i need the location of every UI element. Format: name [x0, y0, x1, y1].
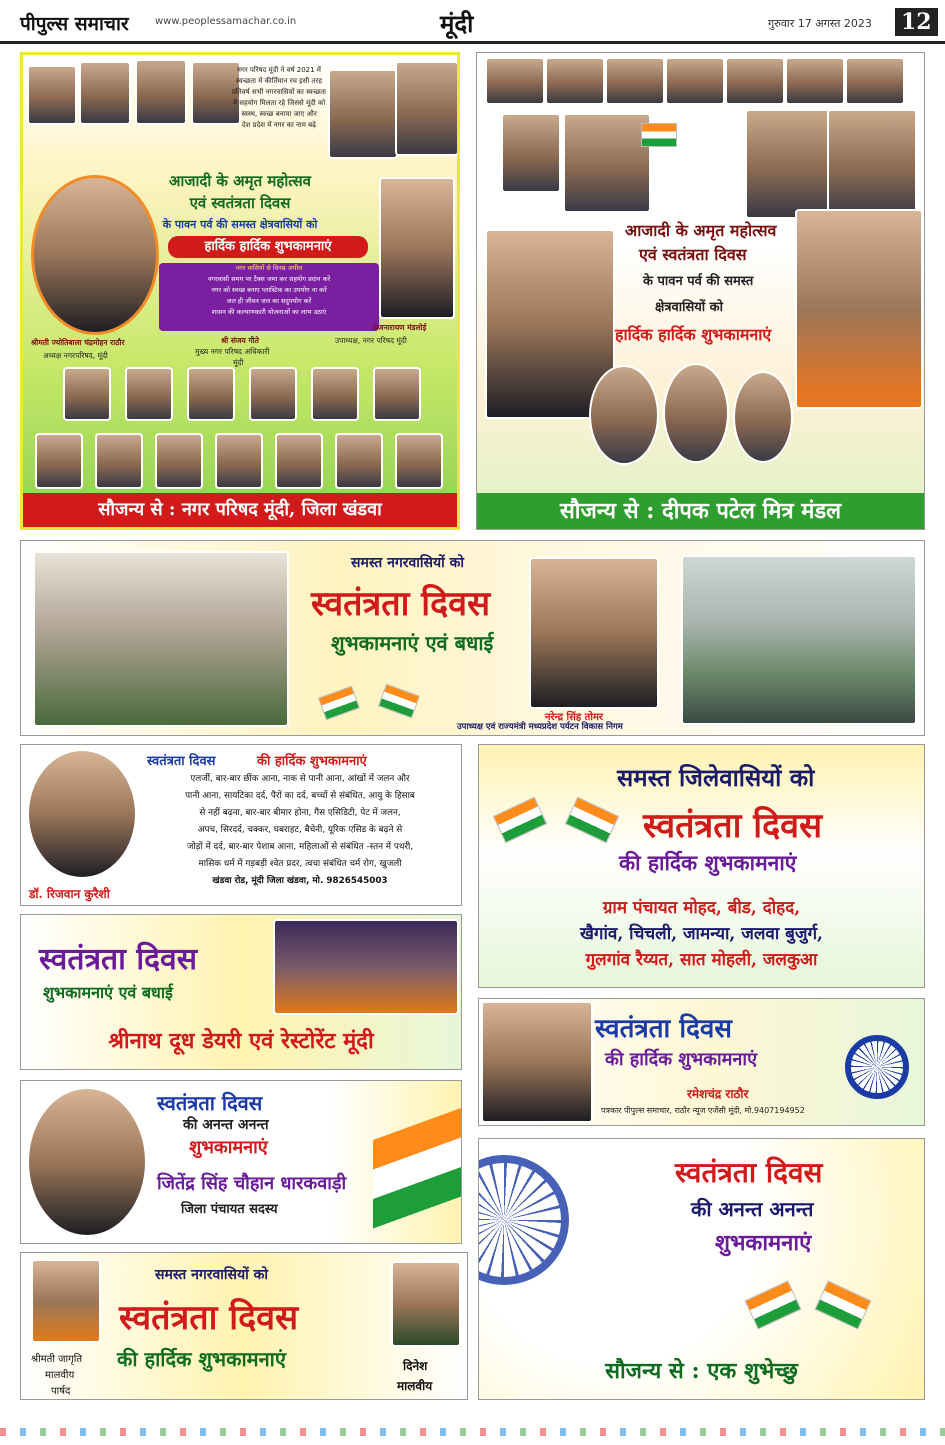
ad-dr-rizwan: [20, 744, 462, 906]
ad2-title-2: एवं स्वतंत्रता दिवस: [639, 245, 747, 264]
ad-jitendra-chouhan: [20, 1080, 462, 1244]
ad-ramesh-rathore: [478, 998, 925, 1126]
flag-icon: [744, 1280, 801, 1329]
leader-photo: [501, 113, 561, 193]
jitendra-name: जितेंद्र सिंह चौहान धारकवाड़ी: [157, 1173, 347, 1194]
page-number: 12: [895, 8, 938, 36]
leader-photo: [395, 61, 459, 156]
councillor-photo: [215, 433, 263, 489]
villages-block: [479, 895, 924, 973]
ad-malviya: [20, 1252, 468, 1400]
ad-shrinath-dairy: [20, 914, 462, 1070]
councillor-photo: [155, 433, 203, 489]
doctor-address: खंडवा रोड, मूंदी जिला खंडवा, मो. 9826545003: [212, 876, 388, 886]
ad5-line-3: की हार्दिक शुभकामनाएं: [619, 850, 797, 875]
councillor-photo: [187, 367, 235, 421]
intro-line: स्वस्थ, स्वच्छ बनाया जाए और: [241, 110, 317, 118]
ad1-title-1: आजादी के अमृत महोत्सव: [169, 172, 311, 190]
ad-ek-shubhechhu: [478, 1138, 925, 1400]
ad4-heading-a: स्वतंत्रता दिवस: [147, 754, 216, 769]
ad4-heading-b: की हार्दिक शुभकामनाएं: [257, 754, 367, 769]
appeal-line: शासन की कल्याणकारी योजनाओं का लाभ उठाएं: [211, 308, 327, 316]
leader-photo: [563, 113, 651, 213]
ad5-line-2: स्वतंत्रता दिवस: [643, 806, 823, 846]
ad-narendra-tomar: [20, 540, 925, 736]
doctor-name: डॉ. रिजवान कुरैशी: [29, 887, 110, 901]
tomar-name: नरेन्द्र सिंह तोमर: [545, 712, 604, 723]
ad9-footer: सौजन्य से : एक शुभेच्छु: [605, 1358, 798, 1384]
ad3-line-3: शुभकामनाएं एवं बधाई: [331, 631, 494, 655]
ad6-line-2: शुभकामनाएं एवं बधाई: [43, 983, 173, 1002]
appeal-text-block: [159, 263, 379, 331]
intro-line: में सहयोग मिलता रहे जिससे मूंदी को: [232, 99, 326, 107]
councillor-photo: [35, 433, 83, 489]
councillor-photo: [249, 367, 297, 421]
president-role: अध्यक्ष नगरपरिषद, मूंदी: [43, 351, 108, 360]
intro-line: स्वच्छता में कीर्तिमान रच इसी तरह: [236, 77, 322, 85]
ad8-line-2: की अनन्त अनन्त: [183, 1117, 269, 1133]
ad9-line-1: स्वतंत्रता दिवस: [675, 1156, 823, 1189]
ad9-line-2: की अनन्त अनन्त: [691, 1197, 814, 1221]
jagriti-name-b: मालवीय: [45, 1370, 75, 1381]
intro-line: देश प्रदेश में नगर का नाम बढ़े: [241, 121, 317, 129]
registration-marks: [0, 1428, 945, 1436]
ramesh-name: रमेशचंद्र राठौर: [687, 1087, 749, 1101]
vice-president-role: उपाध्यक्ष, नगर परिषद मूंदी: [335, 336, 407, 345]
village-line: खैगांव, चिचली, जामन्या, जलवा बुजुर्ग,: [580, 924, 823, 944]
flag-icon: [378, 684, 420, 719]
leader-photo: [485, 57, 545, 105]
jagriti-name-a: श्रीमती जागृति: [31, 1354, 83, 1365]
ad1-title-2: एवं स्वतंत्रता दिवस: [189, 194, 291, 212]
village-line: गुलगांव रैय्यत, सात मोहली, जलकुआ: [585, 950, 818, 970]
ad7-line-2: की हार्दिक शुभकामनाएं: [605, 1049, 758, 1070]
leader-photo: [725, 57, 785, 105]
ad2-title-3: के पावन पर्व की समस्त: [643, 274, 754, 289]
councillor-photo: [95, 433, 143, 489]
ramesh-role: पत्रकार पीपुल्स समाचार, राठौर न्यूज एजेंसी मूंदी, मो.9407194952: [601, 1106, 805, 1115]
ashoka-chakra-icon: [845, 1035, 909, 1099]
appeal-line: नगर वासियों से विनम्र अपील: [235, 264, 303, 272]
leader-photo: [785, 57, 845, 105]
ad10-line-3: की हार्दिक शुभकामनाएं: [117, 1347, 286, 1371]
jitendra-photo: [27, 1087, 147, 1237]
ad3-line-2: स्वतंत्रता दिवस: [311, 584, 491, 624]
president-name: श्रीमती ज्योतिबाला चंद्रमोहन राठौर: [31, 338, 125, 347]
ad2-footer: सौजन्य से : दीपक पटेल मित्र मंडल: [477, 493, 924, 529]
intro-line: नगर परिषद मूंदी ने वर्ष 2021 में: [237, 66, 321, 74]
councillor-photo: [373, 367, 421, 421]
boat-photo: [681, 555, 917, 725]
ad2-title-5: हार्दिक हार्दिक शुभकामनाएं: [615, 325, 772, 344]
worker-photo: [663, 363, 729, 463]
ashoka-chakra-icon: [478, 1155, 569, 1285]
flag-icon: [641, 123, 677, 147]
tricolor-ribbon: [373, 1081, 462, 1244]
intro-text-block: [219, 65, 339, 165]
ad2-title-1: आजादी के अमृत महोत्सव: [625, 221, 777, 240]
intro-line: प्रतिवर्ष सभी नगरवासियों का स्वच्छता: [232, 88, 326, 96]
ad7-line-1: स्वतंत्रता दिवस: [595, 1014, 732, 1044]
body-line: मासिक धर्म में गड़बड़ी श्वेत प्रदर, त्वचा संबंधित चर्म रोग, खुजली: [198, 859, 402, 869]
website-url: www.peoplessamachar.co.in: [155, 16, 297, 27]
brand-logo: पीपुल्स समाचार: [20, 13, 129, 35]
ad1-title-4: हार्दिक हार्दिक शुभकामनाएं: [168, 236, 368, 258]
cmo-name: श्री संजय गीते: [221, 336, 259, 345]
leader-photo: [135, 59, 187, 125]
flag-icon: [318, 686, 360, 721]
flag-icon: [565, 797, 619, 844]
jagriti-role: पार्षद: [51, 1386, 71, 1397]
tomar-role: उपाध्यक्ष एवं राज्यमंत्री मध्यप्रदेश पर्यटन विकास निगम: [457, 722, 623, 732]
body-line: एलर्जी, बार-बार छींक आना, नाक से पानी आना, आंखों में जलन और: [190, 774, 410, 784]
appeal-line: नगर को स्वच्छ बनाए प्लास्टिक का उपयोग ना करें: [211, 286, 327, 294]
councillor-photo: [335, 433, 383, 489]
ad4-body: [141, 771, 459, 890]
dinesh-photo: [391, 1261, 461, 1347]
body-line: अपच, सिरदर्द, चक्कर, घबराहट, बैचेनी, यूरिक एसिड के बढ़ने से: [197, 825, 403, 835]
leader-photo: [665, 57, 725, 105]
ad3-line-1: समस्त नगरवासियों को: [351, 555, 465, 571]
leader-photo: [605, 57, 665, 105]
leader-photo: [27, 65, 77, 125]
ad9-line-3: शुभकामनाएं: [715, 1230, 812, 1256]
ad10-line-2: स्वतंत्रता दिवस: [119, 1298, 299, 1338]
worker-photo: [733, 371, 793, 463]
appeal-line: जल ही जीवन जल का सदुपयोग करें: [226, 297, 312, 305]
leader-photo: [845, 57, 905, 105]
body-line: से नहीं बढ़ना, बार-बार बीमार होना, गैस एसिडिटी, पेट में जलन,: [199, 808, 401, 818]
page-header: [0, 0, 945, 44]
header-date: गुरुवार 17 अगस्त 2023: [768, 17, 872, 30]
leader-photo: [79, 61, 131, 125]
ad10-line-1: समस्त नगरवासियों को: [155, 1267, 269, 1283]
worker-photo: [589, 365, 659, 465]
ramesh-photo: [481, 1001, 593, 1123]
ad6-footer: श्रीनाथ दूध डेयरी एवं रेस्टोरेंट मूंदी: [108, 1028, 374, 1054]
leader-photo: [745, 109, 835, 219]
ad8-line-1: स्वतंत्रता दिवस: [157, 1091, 263, 1115]
ad-nagar-parishad: [20, 52, 460, 530]
ad8-line-3: शुभकामनाएं: [189, 1137, 268, 1158]
tomar-photo: [529, 557, 659, 709]
councillor-photo: [125, 367, 173, 421]
ad1-footer: सौजन्य से : नगर परिषद मूंदी, जिला खंडवा: [23, 493, 457, 527]
councillor-photo: [63, 367, 111, 421]
dinesh-name-b: मालवीय: [397, 1379, 433, 1393]
jitendra-role: जिला पंचायत सदस्य: [181, 1202, 278, 1217]
cmo-place: मूंदी: [233, 358, 244, 367]
councillor-photo: [395, 433, 443, 489]
cmo-role: मुख्य नगर परिषद अधिकारी: [195, 347, 270, 356]
body-line: पानी आना, सायटिका दर्द, पैरों का दर्द, बच्चों से संबंधित, आयु के हिसाब: [185, 791, 415, 801]
flag-icon: [493, 797, 547, 844]
village-line: ग्राम पंचायत मोहद, बीड, दोहद,: [602, 898, 801, 918]
ad2-title-4: क्षेत्रवासियों को: [655, 300, 724, 315]
ad5-line-1: समस्त जिलेवासियों को: [617, 763, 815, 792]
dairy-team-photo: [273, 919, 459, 1015]
councillor-photo: [311, 367, 359, 421]
event-photo: [33, 551, 289, 727]
appeal-line: नगरवासी समय पर टैक्स जमा कर सहयोग प्रदान करें: [207, 275, 331, 283]
dinesh-name-a: दिनेश: [403, 1359, 428, 1373]
doctor-photo: [27, 749, 137, 879]
ad-deepak-patel: [476, 52, 925, 530]
leader-photo: [827, 109, 917, 219]
vice-president-name: राजनारायण मंडलोई: [373, 323, 427, 332]
leader-photo: [545, 57, 605, 105]
councillor-photo: [275, 433, 323, 489]
section-title: मूंदी: [440, 9, 474, 38]
ad1-title-3: के पावन पर्व की समस्त क्षेत्रवासियों को: [162, 218, 318, 231]
ad-gram-panchayat: [478, 744, 925, 988]
ad6-line-1: स्वतंत्रता दिवस: [39, 942, 197, 977]
jagriti-photo: [31, 1259, 101, 1343]
body-line: जोड़ों में दर्द, बार-बार पेशाब आना, महिलाओं से संबंधित -स्तन में पथरी,: [186, 842, 414, 852]
flag-icon: [814, 1280, 871, 1329]
deepak-patel-photo: [795, 209, 923, 409]
